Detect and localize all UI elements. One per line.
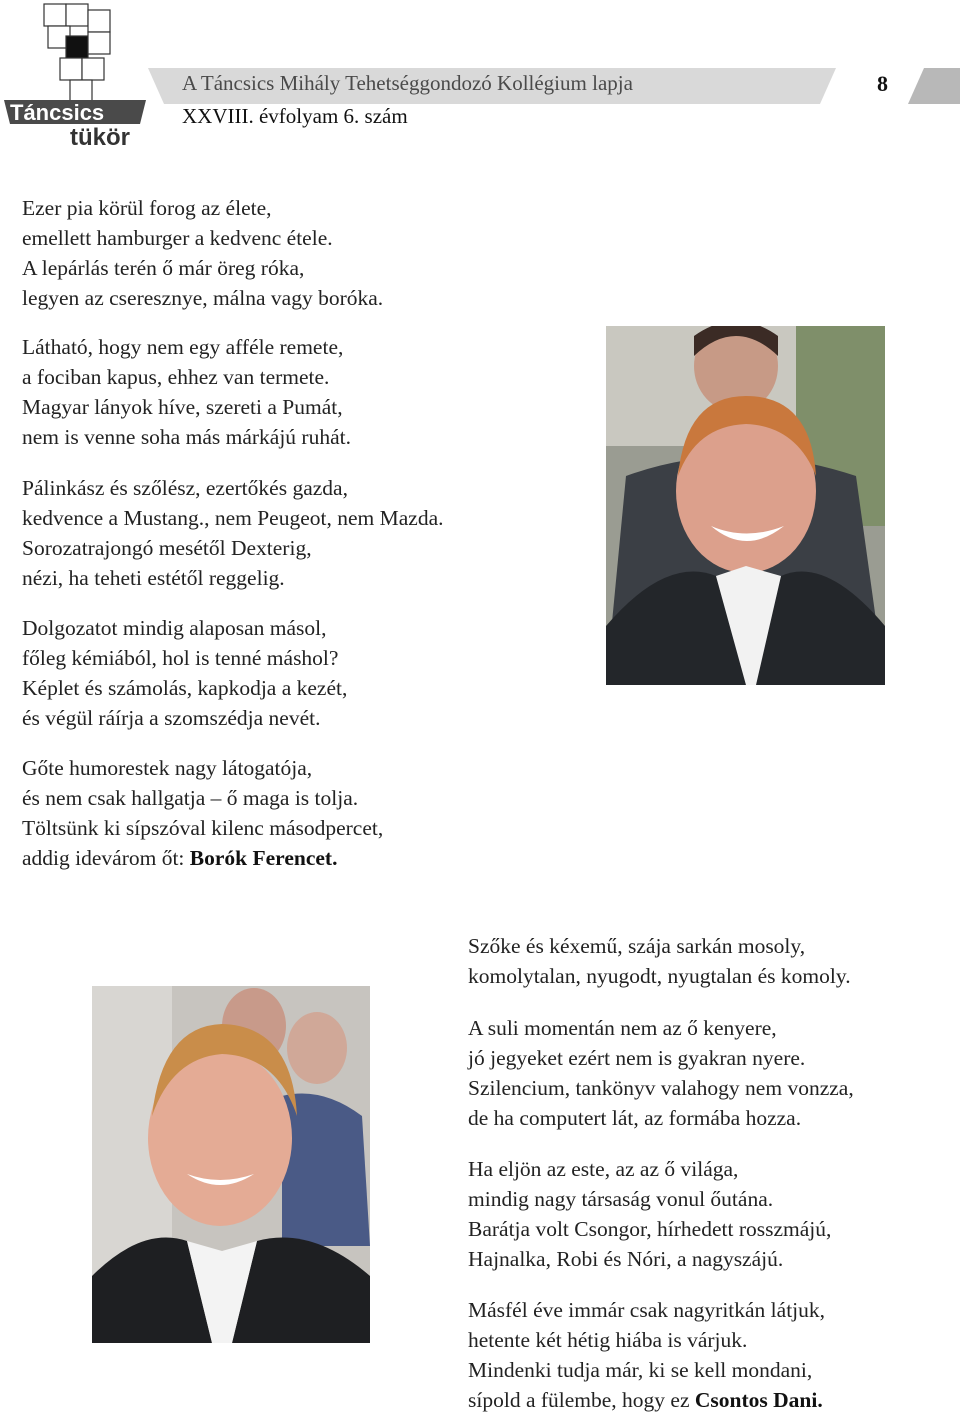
page-number: 8 [877,71,888,96]
subject-name: Borók Ferencet. [189,846,338,870]
poem-line: Sorozatrajongó mesétől Dexterig, [22,536,312,560]
poem1-stanza-5 [22,753,383,873]
poem-line: nézi, ha teheti estétől reggelig. [22,566,285,590]
poem-line: Töltsünk ki sípszóval kilenc másodpercet, [22,816,384,840]
poem-line: Ha eljön az este, az az ő világa, [468,1157,739,1181]
newspaper-logo [0,0,150,155]
poem-line: mindig nagy társaság vonul őutána. [468,1187,774,1211]
poem2-stanza-3 [468,1154,831,1274]
poem-line: Mindenki tudja már, ki se kell mondani, [468,1358,813,1382]
logo-text-top: Táncsics [10,100,105,125]
poem-line: A suli momentán nem az ő kenyere, [468,1016,777,1040]
poem-line: Barátja volt Csongor, hírhedett rosszmájú, [468,1217,832,1241]
poem-last-line [22,843,383,873]
poem-line: Gőte humorestek nagy látogatója, [22,756,313,780]
poem-line-prefix: addig idevárom őt: [22,846,190,870]
poem-line: és nem csak hallgatja – ő maga is tolja. [22,786,359,810]
subject-name: Csontos Dani. [694,1388,823,1412]
poem-line-prefix: sípold a fülembe, hogy ez [468,1388,695,1412]
volume-label: XXVIII. évfolyam 6. szám [182,104,408,128]
poem-line: Hajnalka, Robi és Nóri, a nagyszájú. [468,1247,784,1271]
poem-line: de ha computert lát, az formába hozza. [468,1106,802,1130]
poem-line: hetente két hétig hiába is várjuk. [468,1328,748,1352]
poem-line: Pálinkász és szőlész, ezertőkés gazda, [22,476,348,500]
poem-line: Magyar lányok híve, szereti a Pumát, [22,395,343,419]
poem2-stanza-1 [468,931,851,991]
poem-line: nem is venne soha más márkájú ruhát. [22,425,351,449]
poem2-stanza-2 [468,1013,854,1133]
logo-text-bottom: tükör [70,124,130,151]
poem-line: emellett hamburger a kedvenc étele. [22,226,333,250]
poem1-stanza-3 [22,473,444,593]
publication-title: A Táncsics Mihály Tehetséggondozó Kollégium lapja [182,71,633,95]
poem1-stanza-1 [22,193,383,313]
poem-line: jó jegyeket ezért nem is gyakran nyere. [468,1046,806,1070]
poem-line: Szőke és kéxemű, szája sarkán mosoly, [468,934,806,958]
poem-line: Látható, hogy nem egy afféle remete, [22,335,344,359]
poem-line: Másfél éve immár csak nagyritkán látjuk, [468,1298,826,1322]
poem-line: kedvence a Mustang., nem Peugeot, nem Mazda. [22,506,444,530]
poem-line: Szilencium, tankönyv valahogy nem vonzza, [468,1076,854,1100]
poem-line: Dolgozatot mindig alaposan másol, [22,616,327,640]
poem-line: Ezer pia körül forog az élete, [22,196,272,220]
portrait-photo-2 [92,986,370,1343]
poem1-stanza-2 [22,332,351,452]
poem-line: főleg kémiából, hol is tenné máshol? [22,646,339,670]
poem-line: Képlet és számolás, kapkodja a kezét, [22,676,348,700]
poem-line: a fociban kapus, ehhez van termete. [22,365,330,389]
poem2-stanza-4 [468,1295,825,1415]
poem-line: és végül ráírja a szomszédja nevét. [22,706,321,730]
portrait-photo-1 [606,326,885,685]
header-banner-end [908,68,960,104]
poem-last-line [468,1385,825,1415]
poem-line: A lepárlás terén ő már öreg róka, [22,256,305,280]
poem1-stanza-4 [22,613,347,733]
poem-line: legyen az cseresznye, málna vagy boróka. [22,286,384,310]
poem-line: komolytalan, nyugodt, nyugtalan és komoly. [468,964,851,988]
